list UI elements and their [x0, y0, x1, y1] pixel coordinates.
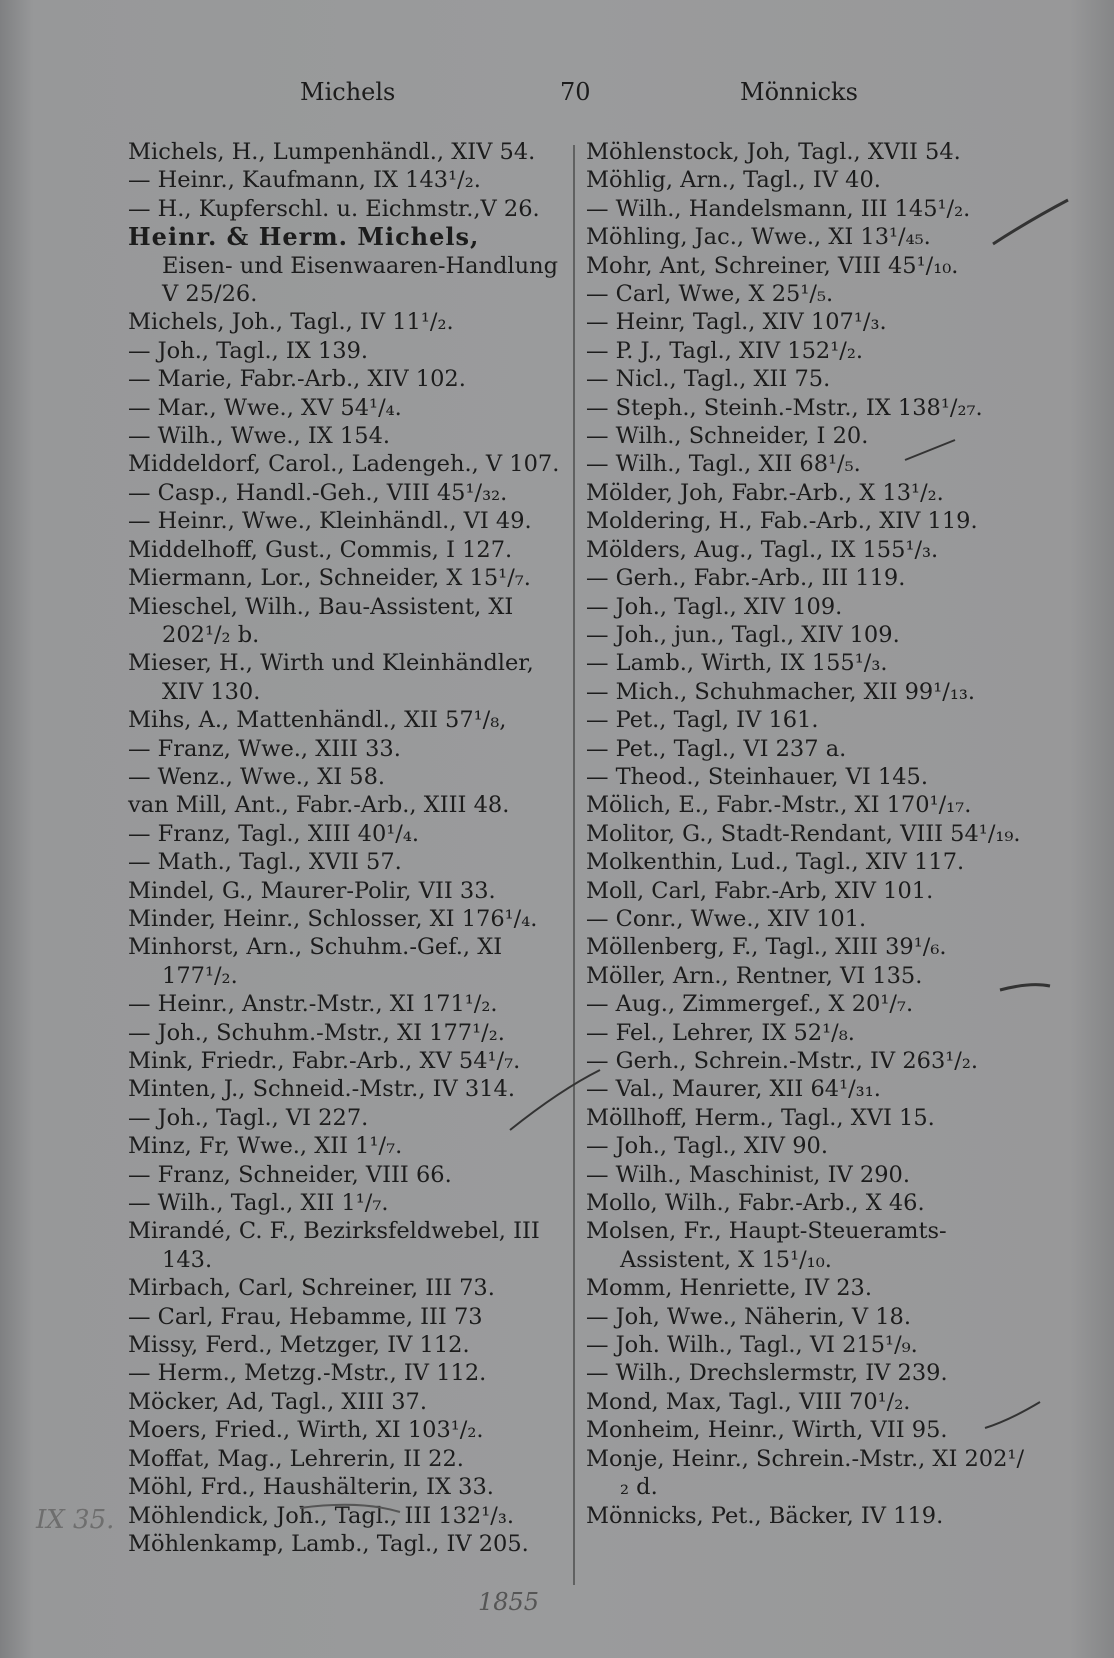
directory-entry: — Wilh., Maschinist, IV 290. — [586, 1161, 910, 1188]
directory-entry: — Franz, Schneider, VIII 66. — [128, 1161, 452, 1188]
directory-entry: — Carl, Frau, Hebamme, III 73 — [128, 1303, 483, 1330]
directory-entry: — Math., Tagl., XVII 57. — [128, 849, 402, 876]
directory-entry: — Casp., Handl.-Geh., VIII 45¹/₃₂. — [128, 479, 508, 506]
directory-entry: Mölich, E., Fabr.-Mstr., XI 170¹/₁₇. — [586, 792, 972, 819]
directory-entry: Mollo, Wilh., Fabr.-Arb., X 46. — [586, 1190, 925, 1217]
directory-entry: Mirbach, Carl, Schreiner, III 73. — [128, 1275, 495, 1302]
directory-entry: — Wenz., Wwe., XI 58. — [128, 763, 386, 790]
directory-entry: — Joh., Tagl., XIV 90. — [586, 1133, 828, 1160]
bottom-note: 1855 — [478, 1588, 540, 1616]
directory-entry: — Mar., Wwe., XV 54¹/₄. — [128, 394, 402, 421]
directory-entry: Möhling, Jac., Wwe., XI 13¹/₄₅. — [586, 224, 931, 251]
directory-entry: — Wilh., Tagl., XII 1¹/₇. — [128, 1190, 389, 1217]
directory-entry: Mieser, H., Wirth und Kleinhändler, XIV 130. — [128, 650, 534, 705]
directory-entry: — Val., Maurer, XII 64¹/₃₁. — [586, 1076, 881, 1103]
directory-entry: — Aug., Zimmergef., X 20¹/₇. — [586, 991, 914, 1018]
directory-entry: Middeldorf, Carol., Ladengeh., V 107. — [128, 451, 560, 478]
directory-entry: — Joh., Tagl., VI 227. — [128, 1104, 369, 1131]
directory-entry: — Heinr., Anstr.-Mstr., XI 171¹/₂. — [128, 991, 498, 1018]
directory-entry: Möhlenkamp, Lamb., Tagl., IV 205. — [128, 1530, 529, 1557]
right-column — [586, 138, 1026, 1530]
directory-entry: — Wilh., Schneider, I 20. — [586, 423, 869, 450]
directory-entry: Mönnicks, Pet., Bäcker, IV 119. — [586, 1502, 944, 1529]
directory-entry: Möhl, Frd., Haushälterin, IX 33. — [128, 1474, 494, 1501]
directory-entry: Mindel, G., Maurer-Polir, VII 33. — [128, 877, 496, 904]
directory-entry: — Steph., Steinh.-Mstr., IX 138¹/₂₇. — [586, 394, 983, 421]
directory-entry: Mirandé, C. F., Bezirksfeldwebel, III 143. — [128, 1218, 540, 1273]
directory-entry: — Wilh., Handelsmann, III 145¹/₂. — [586, 195, 971, 222]
directory-entry: — Joh., Tagl., XIV 109. — [586, 593, 843, 620]
directory-entry: — Joh., Schuhm.-Mstr., XI 177¹/₂. — [128, 1019, 505, 1046]
directory-entry: — Joh, Wwe., Näherin, V 18. — [586, 1303, 912, 1330]
directory-entry: Möhlig, Arn., Tagl., IV 40. — [586, 167, 881, 194]
directory-entry: Michels, H., Lumpenhändl., XIV 54. — [128, 139, 536, 165]
directory-entry: — Franz, Tagl., XIII 40¹/₄. — [128, 820, 420, 847]
directory-entry: Michels, Joh., Tagl., IV 11¹/₂. — [128, 309, 454, 336]
directory-entry: — Joh., Tagl., IX 139. — [128, 337, 369, 364]
directory-entry: — Theod., Steinhauer, VI 145. — [586, 763, 929, 790]
directory-entry: — Pet., Tagl, IV 161. — [586, 707, 819, 734]
directory-entry: Moldering, H., Fab.-Arb., XIV 119. — [586, 508, 978, 535]
directory-entry: Möhlendick, Joh., Tagl., III 132¹/₃. — [128, 1502, 514, 1529]
directory-entry: Mond, Max, Tagl., VIII 70¹/₂. — [586, 1388, 911, 1415]
directory-entry: Minten, J., Schneid.-Mstr., IV 314. — [128, 1076, 516, 1103]
directory-entry: — Marie, Fabr.-Arb., XIV 102. — [128, 366, 466, 393]
left-column — [128, 138, 568, 1558]
directory-entry: — Nicl., Tagl., XII 75. — [586, 366, 831, 393]
firm-name: Heinr. & Herm. Michels, — [128, 222, 480, 252]
directory-entry: Mölders, Aug., Tagl., IX 155¹/₃. — [586, 536, 939, 563]
directory-entry: Minz, Fr, Wwe., XII 1¹/₇. — [128, 1133, 403, 1160]
directory-entry: Möcker, Ad, Tagl., XIII 37. — [128, 1388, 428, 1415]
directory-entry: — H., Kupferschl. u. Eichmstr.,V 26. — [128, 195, 540, 222]
directory-entry: — Mich., Schuhmacher, XII 99¹/₁₃. — [586, 678, 976, 705]
directory-entry: Mieschel, Wilh., Bau-Assistent, XI 202¹/₂ b. — [128, 593, 514, 648]
directory-entry: — Lamb., Wirth, IX 155¹/₃. — [586, 650, 888, 677]
page-number: 70 — [560, 78, 591, 106]
directory-entry: Molitor, G., Stadt-Rendant, VIII 54¹/₁₉. — [586, 820, 1021, 847]
directory-entry: — Herm., Metzg.-Mstr., IV 112. — [128, 1360, 487, 1387]
directory-entry: — Wilh., Wwe., IX 154. — [128, 423, 391, 450]
directory-entry: — Joh. Wilh., Tagl., VI 215¹/₉. — [586, 1332, 918, 1359]
directory-entry: Mölder, Joh, Fabr.-Arb., X 13¹/₂. — [586, 479, 944, 506]
directory-entry: Miermann, Lor., Schneider, X 15¹/₇. — [128, 565, 531, 592]
firm-description: Eisen- und Eisenwaaren-Handlung V 25/26. — [162, 252, 559, 308]
directory-entry: — Gerh., Schrein.-Mstr., IV 263¹/₂. — [586, 1048, 979, 1074]
directory-entry: — Wilh., Tagl., XII 68¹/₅. — [586, 451, 861, 478]
directory-entry: Molsen, Fr., Haupt-Steueramts-Assistent, X 15¹/₁₀. — [586, 1218, 947, 1273]
header-right-keyword: Mönnicks — [740, 78, 858, 106]
directory-entry: van Mill, Ant., Fabr.-Arb., XIII 48. — [128, 792, 510, 819]
directory-entry: — Fel., Lehrer, IX 52¹/₈. — [586, 1019, 855, 1046]
directory-entry: — Pet., Tagl., VI 237 a. — [586, 735, 847, 762]
directory-entry: Momm, Henriette, IV 23. — [586, 1275, 873, 1302]
header-left-keyword: Michels — [300, 78, 396, 106]
page-header — [0, 78, 1114, 114]
directory-entry: — Wilh., Drechslermstr, IV 239. — [586, 1360, 948, 1387]
directory-entry: — P. J., Tagl., XIV 152¹/₂. — [586, 337, 864, 364]
directory-entry: Mink, Friedr., Fabr.-Arb., XV 54¹/₇. — [128, 1048, 521, 1074]
directory-entry: Mohr, Ant, Schreiner, VIII 45¹/₁₀. — [586, 252, 959, 279]
directory-entry: — Conr., Wwe., XIV 101. — [586, 905, 867, 932]
margin-note: IX 35. — [36, 1505, 115, 1535]
directory-entry: Monheim, Heinr., Wirth, VII 95. — [586, 1417, 948, 1444]
column-divider — [573, 145, 575, 1585]
directory-entry: Moffat, Mag., Lehrerin, II 22. — [128, 1445, 464, 1472]
directory-entry: Möllhoff, Herm., Tagl., XVI 15. — [586, 1104, 935, 1131]
directory-entry: Monje, Heinr., Schrein.-Mstr., XI 202¹/₂ d. — [586, 1445, 1025, 1501]
directory-entry: Möllenberg, F., Tagl., XIII 39¹/₆. — [586, 934, 947, 961]
directory-entry: — Gerh., Fabr.-Arb., III 119. — [586, 565, 906, 592]
directory-entry: — Heinr, Tagl., XIV 107¹/₃. — [586, 309, 887, 336]
directory-entry: Minhorst, Arn., Schuhm.-Gef., XI 177¹/₂. — [128, 934, 503, 989]
directory-entry: Middelhoff, Gust., Commis, I 127. — [128, 536, 513, 563]
directory-entry: Moll, Carl, Fabr.-Arb, XIV 101. — [586, 877, 934, 904]
directory-entry: — Heinr., Wwe., Kleinhändl., VI 49. — [128, 508, 532, 535]
directory-entry: Möller, Arn., Rentner, VI 135. — [586, 962, 923, 989]
directory-entry: Möhlenstock, Joh, Tagl., XVII 54. — [586, 139, 961, 165]
directory-entry: — Joh., jun., Tagl., XIV 109. — [586, 621, 900, 648]
directory-entry: Minder, Heinr., Schlosser, XI 176¹/₄. — [128, 905, 538, 932]
directory-entry: Missy, Ferd., Metzger, IV 112. — [128, 1332, 470, 1359]
directory-entry: — Carl, Wwe, X 25¹/₅. — [586, 281, 834, 308]
directory-entry: Molkenthin, Lud., Tagl., XIV 117. — [586, 849, 965, 876]
directory-entry: — Franz, Wwe., XIII 33. — [128, 735, 401, 762]
directory-entry: — Heinr., Kaufmann, IX 143¹/₂. — [128, 167, 481, 194]
directory-entry: Moers, Fried., Wirth, XI 103¹/₂. — [128, 1417, 484, 1444]
directory-entry: Mihs, A., Mattenhändl., XII 57¹/₈, — [128, 707, 507, 734]
